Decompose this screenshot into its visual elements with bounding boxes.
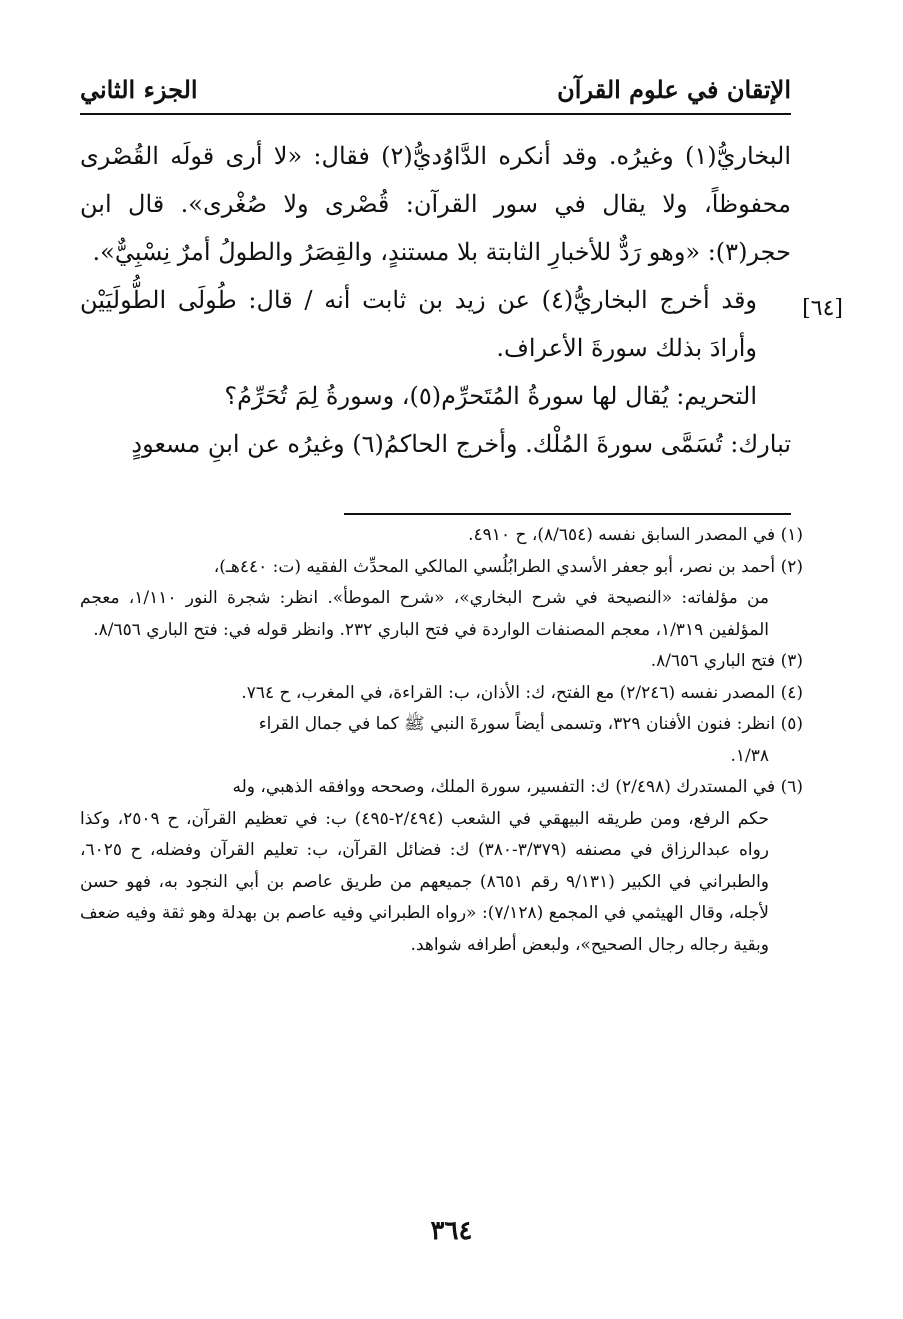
footnote-text: أحمد بن نصر، أبو جعفر الأسدي الطرابُلُسي المالكي المحدِّث الفقيه (ت: ٤٤٠هـ)، bbox=[213, 556, 776, 577]
footnote-2 bbox=[80, 552, 803, 647]
footnote-divider bbox=[344, 513, 791, 515]
footnote-5 bbox=[80, 709, 803, 772]
paragraph-4: تبارك: تُسَمَّى سورةَ المُلْك. وأخرج الحاكمُ(٦) وغيرُه عن ابنِ مسعودٍ bbox=[131, 430, 791, 458]
footnote-1 bbox=[80, 520, 803, 552]
footnote-4 bbox=[80, 678, 803, 710]
footnote-text: فتح الباري ٨/٦٥٦. bbox=[650, 651, 776, 671]
paragraph-2: وقد أخرج البخاريُّ(٤) عن زيد بن ثابت أنه / قال: طُولَى الطُّولَيَيْن وأرادَ بذلك سورةَ الأعراف. bbox=[80, 286, 758, 362]
footnote-text: في المستدرك (٢/٤٩٨) ك: التفسير، سورة الملك، وصححه ووافقه الذهبي، وله bbox=[232, 777, 776, 797]
footnote-number: (٥) bbox=[780, 714, 803, 734]
book-title: الإتقان في علوم القرآن bbox=[557, 74, 791, 104]
footnote-continuation: ١/٣٨. bbox=[730, 745, 769, 766]
footnote-3 bbox=[80, 646, 803, 678]
section-marker: [٦٤] bbox=[802, 296, 843, 321]
footnote-number: (١) bbox=[780, 525, 803, 545]
footnote-text: انظر: فنون الأفنان ٣٢٩، وتسمى أيضاً سورةَ النبي ﷺ كما في جمال القراء bbox=[258, 714, 776, 734]
volume-label: الجزء الثاني bbox=[80, 74, 198, 104]
footnote-text: في المصدر السابق نفسه (٨/٦٥٤)، ح ٤٩١٠. bbox=[468, 525, 776, 545]
footnote-6 bbox=[80, 772, 803, 961]
footnote-number: (٢) bbox=[780, 556, 803, 577]
footnote-text: المصدر نفسه (٢/٢٤٦) مع الفتح، ك: الأذان، ب: القراءة، في المغرب، ح ٧٦٤. bbox=[241, 682, 776, 703]
main-text bbox=[80, 132, 791, 468]
running-header bbox=[80, 70, 791, 108]
footnote-number: (٦) bbox=[780, 777, 803, 797]
footnote-number: (٣) bbox=[780, 651, 803, 671]
footnotes bbox=[80, 520, 803, 961]
footnote-continuation: حكم الرفع، ومن طريقه البيهقي في الشعب (٢/٤٩٤-٤٩٥) ب: في تعظيم القرآن، ح ٢٥٠٩، وكذا رواه عبدالرزاق في مصنفه (٣/٣٧٩-٣٨٠) ك: فضائل القرآن، ب: تعليم القرآن وفضله، ح ٦٠٢٥، والطبراني في الكبير (٩/١٣١ رقم ٨٦٥١) جميعهم من طريق عاصم بن أبي النجود به، فهو حسن لأجله، وقال الهيثمي في المجمع (٧/١٢٨): «رواه الطبراني وفيه عاصم بن بهدلة وهو ثقة وفيه ضعف وبقية رجاله رجال الصحيح»، ولبعض أطرافه شواهد. bbox=[80, 808, 770, 955]
page-number: ٣٦٤ bbox=[430, 1216, 473, 1246]
footnote-number: (٤) bbox=[780, 682, 803, 703]
paragraph-1: البخاريُّ(١) وغيرُه. وقد أنكره الدَّاوُديُّ(٢) فقال: «لا أرى قولَه القُصْرى محفوظاً، ولا يقال في سور القرآن: قُصْرى ولا صُغْرى». قال ابن حجر(٣): «وهو رَدٌّ للأخبارِ الثابتة بلا مستندٍ، والقِصَرُ والطولُ أمرٌ نِسْبِيٌّ». bbox=[80, 142, 791, 266]
footnote-continuation: من مؤلفاته: «النصيحة في شرح البخاري»، «شرح الموطأ». انظر: شجرة النور ١/١١٠، معجم المؤلفين ١/٣١٩، معجم المصنفات الواردة في فتح الباري ٢٣٢. وانظر قوله في: فتح الباري ٨/٦٥٦. bbox=[80, 588, 769, 640]
header-divider bbox=[80, 113, 791, 115]
paragraph-3: التحريم: يُقال لها سورةُ المُتَحرِّم(٥)، وسورةُ لِمَ تُحَرِّمُ؟ bbox=[224, 382, 757, 410]
